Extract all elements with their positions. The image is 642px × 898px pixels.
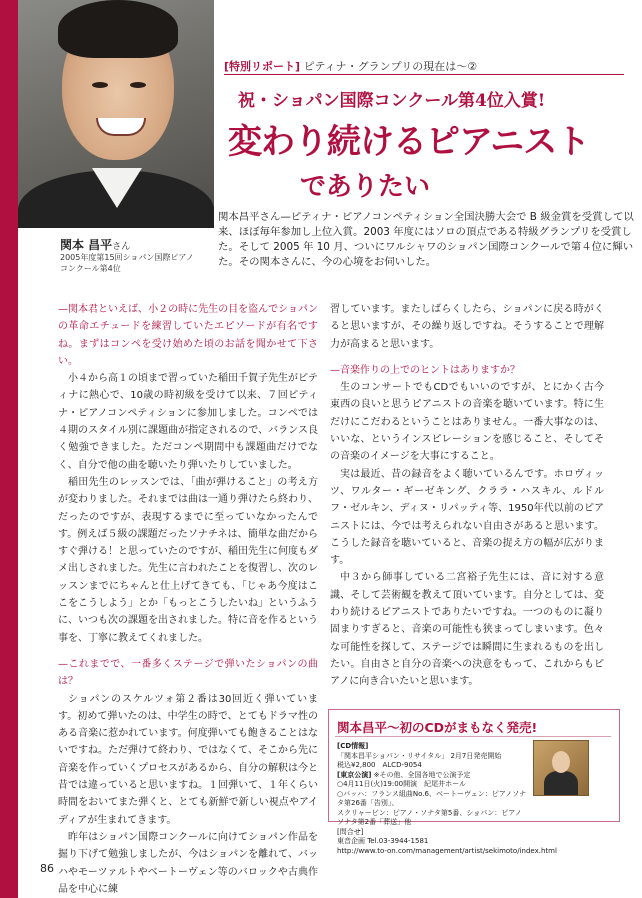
cd-cover-figure-body [544,771,578,796]
question-1: —関本君といえば、小２の時に先生の目を盗んでショパンの革命エチュードを練習していたエピソードが有名ですね。まずはコンペを受け始めた頃のお話を聞かせて下さい。 [58,304,318,367]
cd-info-line-2: 税込¥2,800 ALCD-9054 [337,761,422,769]
photo-caption-note-line1: 2005年度第15回ショパン国際ピアノ [60,253,194,262]
cd-release-box [328,709,620,855]
section-rule [224,74,624,75]
portrait-eye-right [130,82,146,88]
question-2: —これまでで、一番多くステージで弾いたショパンの曲は？ [58,658,318,688]
photo-caption-note-line2: コンクール第4位 [60,264,121,273]
article-title-line2: でありたい [300,172,431,202]
section-tag: [特別リポート] [224,60,301,73]
photo-caption-name: 関本 昌平さん [60,238,131,252]
contact-heading: [問合せ] [337,827,364,836]
answer-2-paragraph-1: ショパンのスケルツォ第２番は30回近く弾いています。初めて弾いたのは、中学生の時で、とてもドラマ性のある音楽に惹かれています。何度弾いても飽きることはないですね。ただ弾けて終わり、ではなくて、そこから先に音楽を作っていくプロセスがあるから、自分の解釈は今と昔では違っていると思いますね。１回弾いて、１年くらい時間をおいてまた弾くと、とても新鮮で新しい視点やアイディアが生まれてきます。 [58,693,318,826]
recital-line-2: ○バッハ：フランス組曲No.6、ベートーヴェン：ピアノソナタ第26番「告別」、 [337,789,527,807]
answer-3-paragraph-1: 生のコンサートでもCDでもいいのですが、とにかく古今東西の良いと思うピアニストの音楽を聴いています。特に生だけにこだわるということはありません。一番大事なのは、いいな、というインスピレーションを感じること、そしてその音楽のイメージを大事にすること。 [330,382,604,463]
article-lead: 関本昌平さん—ピティナ・ピアノコンペティション全国決勝大会で B 級金賞を受賞して以来、ほぼ毎年参加し上位入賞。2003 年度にはソロの頂点である特級グランプリを受賞した。そして 2005 年 10 月、ついにワルシャワのショパン国際コンクールで第４位に輝いた。その関本さんに、今の心境をお伺いした。 [218,211,634,268]
article-column-2 [330,301,604,691]
portrait-hair [58,0,178,58]
section-series: ピティナ・グランプリの現在は〜② [303,60,478,73]
answer-2-paragraph-2: 昨年はショパン国際コンクールに向けてショパン作品を掘り下げて勉強しましたが、今はショパンを離れて、バッハやモーツァルトやベートーヴェン等のバロックや古典作品を中心に練 [58,831,318,895]
recital-note: ※その他、全国各地で公演予定 [373,770,471,779]
section-label [224,58,477,74]
contact-phone: 東音企画 Tel.03-3944-1581 [337,837,429,845]
portrait-photo [18,0,214,228]
magazine-spine-bar [0,0,18,898]
cd-info-heading: [CD情報] [337,742,369,750]
article-column-1 [58,301,318,898]
answer-1-paragraph-1: 小４から高１の頃まで習っていた稲田千賀子先生がピティナに熱心で、10歳の時初級を受けて以来、７回ピティナ・ピアノコンペティションに参加しました。コンペでは４期のスタイル別に課題曲が指定されるので、バランス良く勉強できました。ただコンペ期間中も課題曲だけでなく、自分で他の曲を聴いたり弾いたりしていました。 [58,373,318,471]
answer-1-paragraph-2: 稲田先生のレッスンでは、「曲が弾けること」の考え方が変わりました。それまでは曲は一通り弾けたら終わり、だったのですが、表現するまでに至っていなかったんです。例えば５級の課題だったソナチネは、簡単な曲だからすぐ弾ける！と思っていたのですが、稲田先生に何度もダメ出しされました。先生に言われたことを復習し、次のレッスンまでにちゃんと仕上げてきても、「じゃあ今度はここをこうしよう」とか「もっとこうしたいね」というふうに、いつも次の課題を出されました。特に音を作るという事を、丁寧に教えてくれました。 [58,476,318,644]
recital-line-3: スクリャービン：ピアノ・ソナタ第5番、ショパン：ピアノソナタ第2番「葬送」他 [337,808,522,826]
photo-caption-honorific: さん [112,242,131,252]
answer-3-paragraph-3: 中３から師事している二宮裕子先生には、音に対する意識、そして芸術観を教えて頂いています。自分としては、変わり続けるピアニストでありたいですね。一つのものに凝り固まりすぎると、音楽の可能性も狭まってしまいます。色々な可能性を探して、ステージでは瞬間に生まれるものを出したい。自由さと自分の音楽への決意をもって、これからもピアノに向き合いたいと思います。 [330,572,604,688]
portrait-eye-left [92,82,108,88]
recital-heading: [東京公演] [337,770,372,779]
contact-url[interactable]: http://www.to-on.com/management/artist/sekimoto/index.html [337,846,557,855]
question-3: —音楽作りの上でのヒントはありますか？ [330,364,520,376]
page-number: 86 [40,862,54,875]
cd-box-rule [335,736,611,737]
article-subtitle: 祝・ショパン国際コンクール第4位入賞! [238,91,546,111]
cd-box-title: 関本昌平〜初のCDがまもなく発売! [337,720,538,735]
cd-cover-image [533,740,589,796]
cd-info-line-1: 「関本昌平ショパン・リサイタル」 2月7日発売開始 [337,751,502,760]
photo-caption-note [60,252,210,274]
cd-box-details [337,742,557,856]
article-title-line1: 変わり続けるピアニスト [228,122,590,162]
cd-cover-figure-head [552,751,570,773]
answer-3-paragraph-2: 実は最近、昔の録音をよく聴いているんです。ホロヴィッツ、ワルター・ギーゼキング、クララ・ハスキル、ルドルフ・ゼルキン、ディヌ・リパッティ等、1950年代以前のピアニストには、今では考えられない自由さがあると思います。こうした録音を聴いていると、音楽の捉え方の幅が広がります。 [330,468,604,567]
answer-2-continued: 習しています。またしばらくしたら、ショパンに戻る時がくると思いますが、その繰り返しですね。そうすることで理解力が高まると思います。 [330,304,604,350]
recital-line-1: ○4月11日(火)19:00開演 紀尾井ホール [337,780,466,788]
